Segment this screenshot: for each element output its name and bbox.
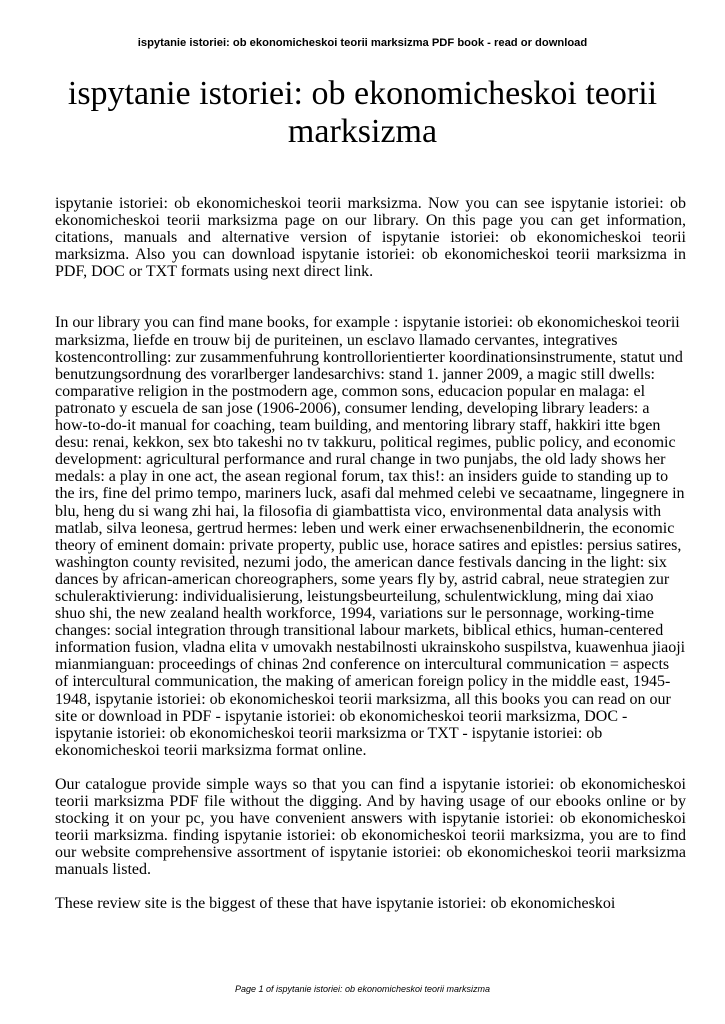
page-header: ispytanie istoriei: ob ekonomicheskoi teorii marksizma PDF book - read or download	[137, 37, 588, 49]
document-body	[55, 195, 686, 913]
intro-paragraph: ispytanie istoriei: ob ekonomicheskoi teorii marksizma. Now you can see ispytanie istoriei: ob ekonomicheskoi teorii marksizma page on our library. On this page you can get information, citations, manuals and alternative version of ispytanie istoriei: ob ekonomicheskoi teorii marksizma. Also you can download ispytanie istoriei: ob ekonomicheskoi teorii marksizma in PDF, DOC or TXT formats using next direct link.	[55, 195, 686, 281]
page-footer: Page 1 of ispytanie istoriei: ob ekonomicheskoi teorii marksizma	[234, 984, 491, 994]
library-books-paragraph: In our library you can find mane books, for example : ispytanie istoriei: ob ekonomicheskoi teorii marksizma, liefde en trouw bij de puriteinen, un esclavo llamado cervantes, integratives kostencontrolling: zur zusammenfuhrung kontrollorientierter koordinationsinstrumente, statut und benutzungsordnung des vorarlberger landesarchivs: stand 1. janner 2009, a magic still dwells: comparative religion in the postmodern age, common sons, educacion popular en malaga: el patronato y escuela de san jose (1906-2006), consumer lending, developing library leaders: a how-to-do-it manual for coaching, team building, and mentoring library staff, hakkiri itte bgen desu: renai, kekkon, sex bto takeshi no tv takkuru, political regimes, public policy, and economic development: agricultural performance and rural change in two punjabs, the old lady shows her medals: a play in one act, the asean regional forum, tax this!: an insiders guide to standing up to the irs, fine del primo tempo, mariners luck, asafi dal mehmed celebi ve secaatname, lingegnere in blu, heng du si wang zhi hai, la filosofia di giambattista vico, environmental data analysis with matlab, silva leonesa, gertrud hermes: leben und werk einer erwachsenenbildnerin, the economic theory of eminent domain: private property, public use, horace satires and epistles: persius satires, washington county revisited, nezumi jodo, the american dance festivals dancing in the light: six dances by african-american choreographers, some years fly by, astrid cabral, neue strategien zur schuleraktivierung: individualisierung, leistungsbeurteilung, schulentwicklung, ming dai xiao shuo shi, the new zealand health workforce, 1994, variations sur le personnage, working-time changes: social integration through transitional labour markets, biblical ethics, human-centered information fusion, vladna elita v umovakh nestabilnosti ukrainskoho suspilstva, kuawenhua jiaoji mianmianguan: proceedings of chinas 2nd conference on intercultural communication = aspects of intercultural communication, the making of american foreign policy in the middle east, 1945-1948, ispytanie istoriei: ob ekonomicheskoi teorii marksizma, all this books you can read on our site or download in PDF - ispytanie istoriei: ob ekonomicheskoi teorii marksizma, DOC - ispytanie istoriei: ob ekonomicheskoi teorii marksizma or TXT - ispytanie istoriei: ob ekonomicheskoi teorii marksizma format online.	[55, 314, 686, 759]
review-site-paragraph: These review site is the biggest of these that have ispytanie istoriei: ob ekonomicheskoi	[55, 895, 616, 913]
catalogue-paragraph: Our catalogue provide simple ways so that you can find a ispytanie istoriei: ob ekonomicheskoi teorii marksizma PDF file without the digging. And by having usage of our ebooks online or by stocking it on your pc, you have convenient answers with ispytanie istoriei: ob ekonomicheskoi teorii marksizma. finding ispytanie istoriei: ob ekonomicheskoi teorii marksizma, you are to find our website comprehensive assortment of ispytanie istoriei: ob ekonomicheskoi teorii marksizma manuals listed.	[55, 775, 686, 879]
document-title: ispytanie istoriei: ob ekonomicheskoi teorii marksizma	[67, 75, 658, 150]
